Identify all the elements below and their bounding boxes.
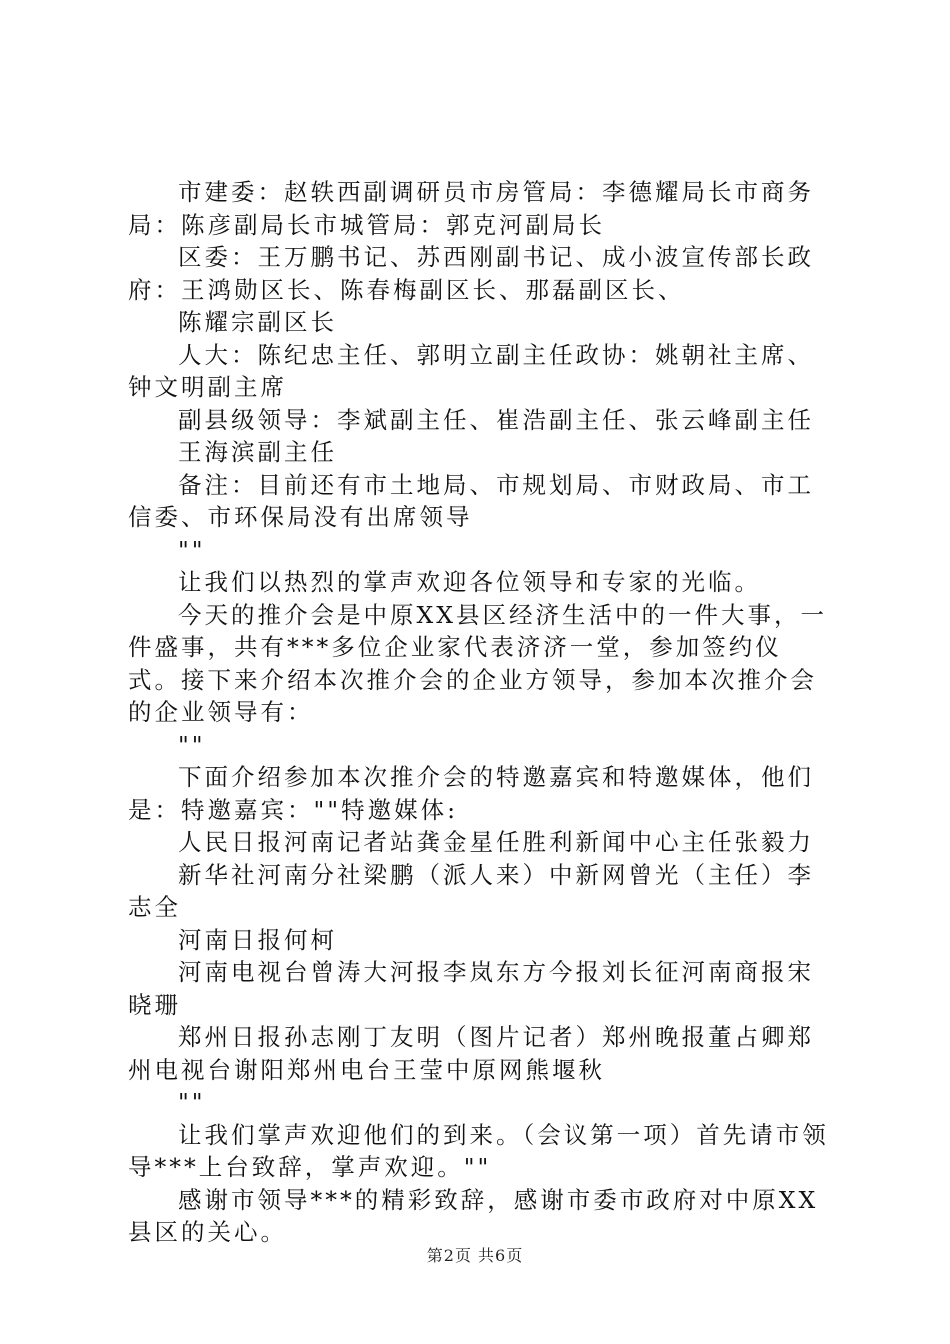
paragraph-media-henan-tv: 河南电视台曾涛大河报李岚东方今报刘长征河南商报宋晓珊 [128, 958, 814, 1019]
paragraph-deputy-director: 王海滨副主任 [178, 438, 337, 466]
page-number-footer: 第2页 共6页 [426, 1246, 524, 1265]
paragraph-city-leader-speech: 让我们掌声欢迎他们的到来。（会议第一项）首先请市领导***上台致辞，掌声欢迎。"" [128, 1120, 829, 1181]
paragraph-media-peoples-daily: 人民日报河南记者站龚金星任胜利新闻中心主任张毅力 [178, 828, 814, 856]
paragraph-peoples-congress: 人大：陈纪忠主任、郭明立副主任政协：姚朝社主席、钟文明副主席 [128, 340, 814, 401]
paragraph-district-committee: 区委：王万鹏书记、苏西刚副书记、成小波宣传部长政府：王鸿勋区长、陈春梅副区长、那磊副区长、 [128, 243, 814, 304]
paragraph-quote-mark: "" [178, 535, 206, 564]
paragraph-event-intro: 今天的推介会是中原XX县区经济生活中的一件大事，一件盛事，共有***多位企业家代表济济一堂，参加签约仪式。接下来介绍本次推介会的企业方领导，参加本次推介会的企业领导有： [128, 600, 827, 726]
paragraph-quote-mark: "" [178, 1088, 206, 1116]
paragraph-guests-media-intro: 下面介绍参加本次推介会的特邀嘉宾和特邀媒体，他们是：特邀嘉宾：""特邀媒体: [128, 763, 814, 824]
paragraph-media-henan-daily: 河南日报何柯 [178, 925, 337, 954]
paragraph-quote-mark: "" [178, 730, 206, 759]
paragraph-deputy-county-leaders: 副县级领导：李斌副主任、崔浩副主任、张云峰副主任 [178, 405, 814, 434]
paragraph-media-zhengzhou: 郑州日报孙志刚丁友明（图片记者）郑州晚报董占卿郑州电视台谢阳郑州电台王莹中原网熊堰秋 [128, 1023, 814, 1084]
paragraph-deputy-district-head: 陈耀宗副区长 [178, 308, 337, 336]
paragraph-media-xinhua: 新华社河南分社梁鹏（派人来）中新网曾光（主任）李志全 [128, 860, 814, 921]
paragraph-remarks: 备注：目前还有市土地局、市规划局、市财政局、市工信委、市环保局没有出席领导 [128, 470, 814, 531]
paragraph-thanks: 感谢市领导***的精彩致辞，感谢市委市政府对中原XX县区的关心。 [128, 1185, 819, 1246]
paragraph-leaders-city-bureaus: 市建委：赵轶西副调研员市房管局：李德耀局长市商务局：陈彦副局长市城管局：郭克河副局长 [128, 178, 814, 239]
document-body [128, 176, 834, 1249]
paragraph-welcome-applause: 让我们以热烈的掌声欢迎各位领导和专家的光临。 [178, 568, 761, 596]
